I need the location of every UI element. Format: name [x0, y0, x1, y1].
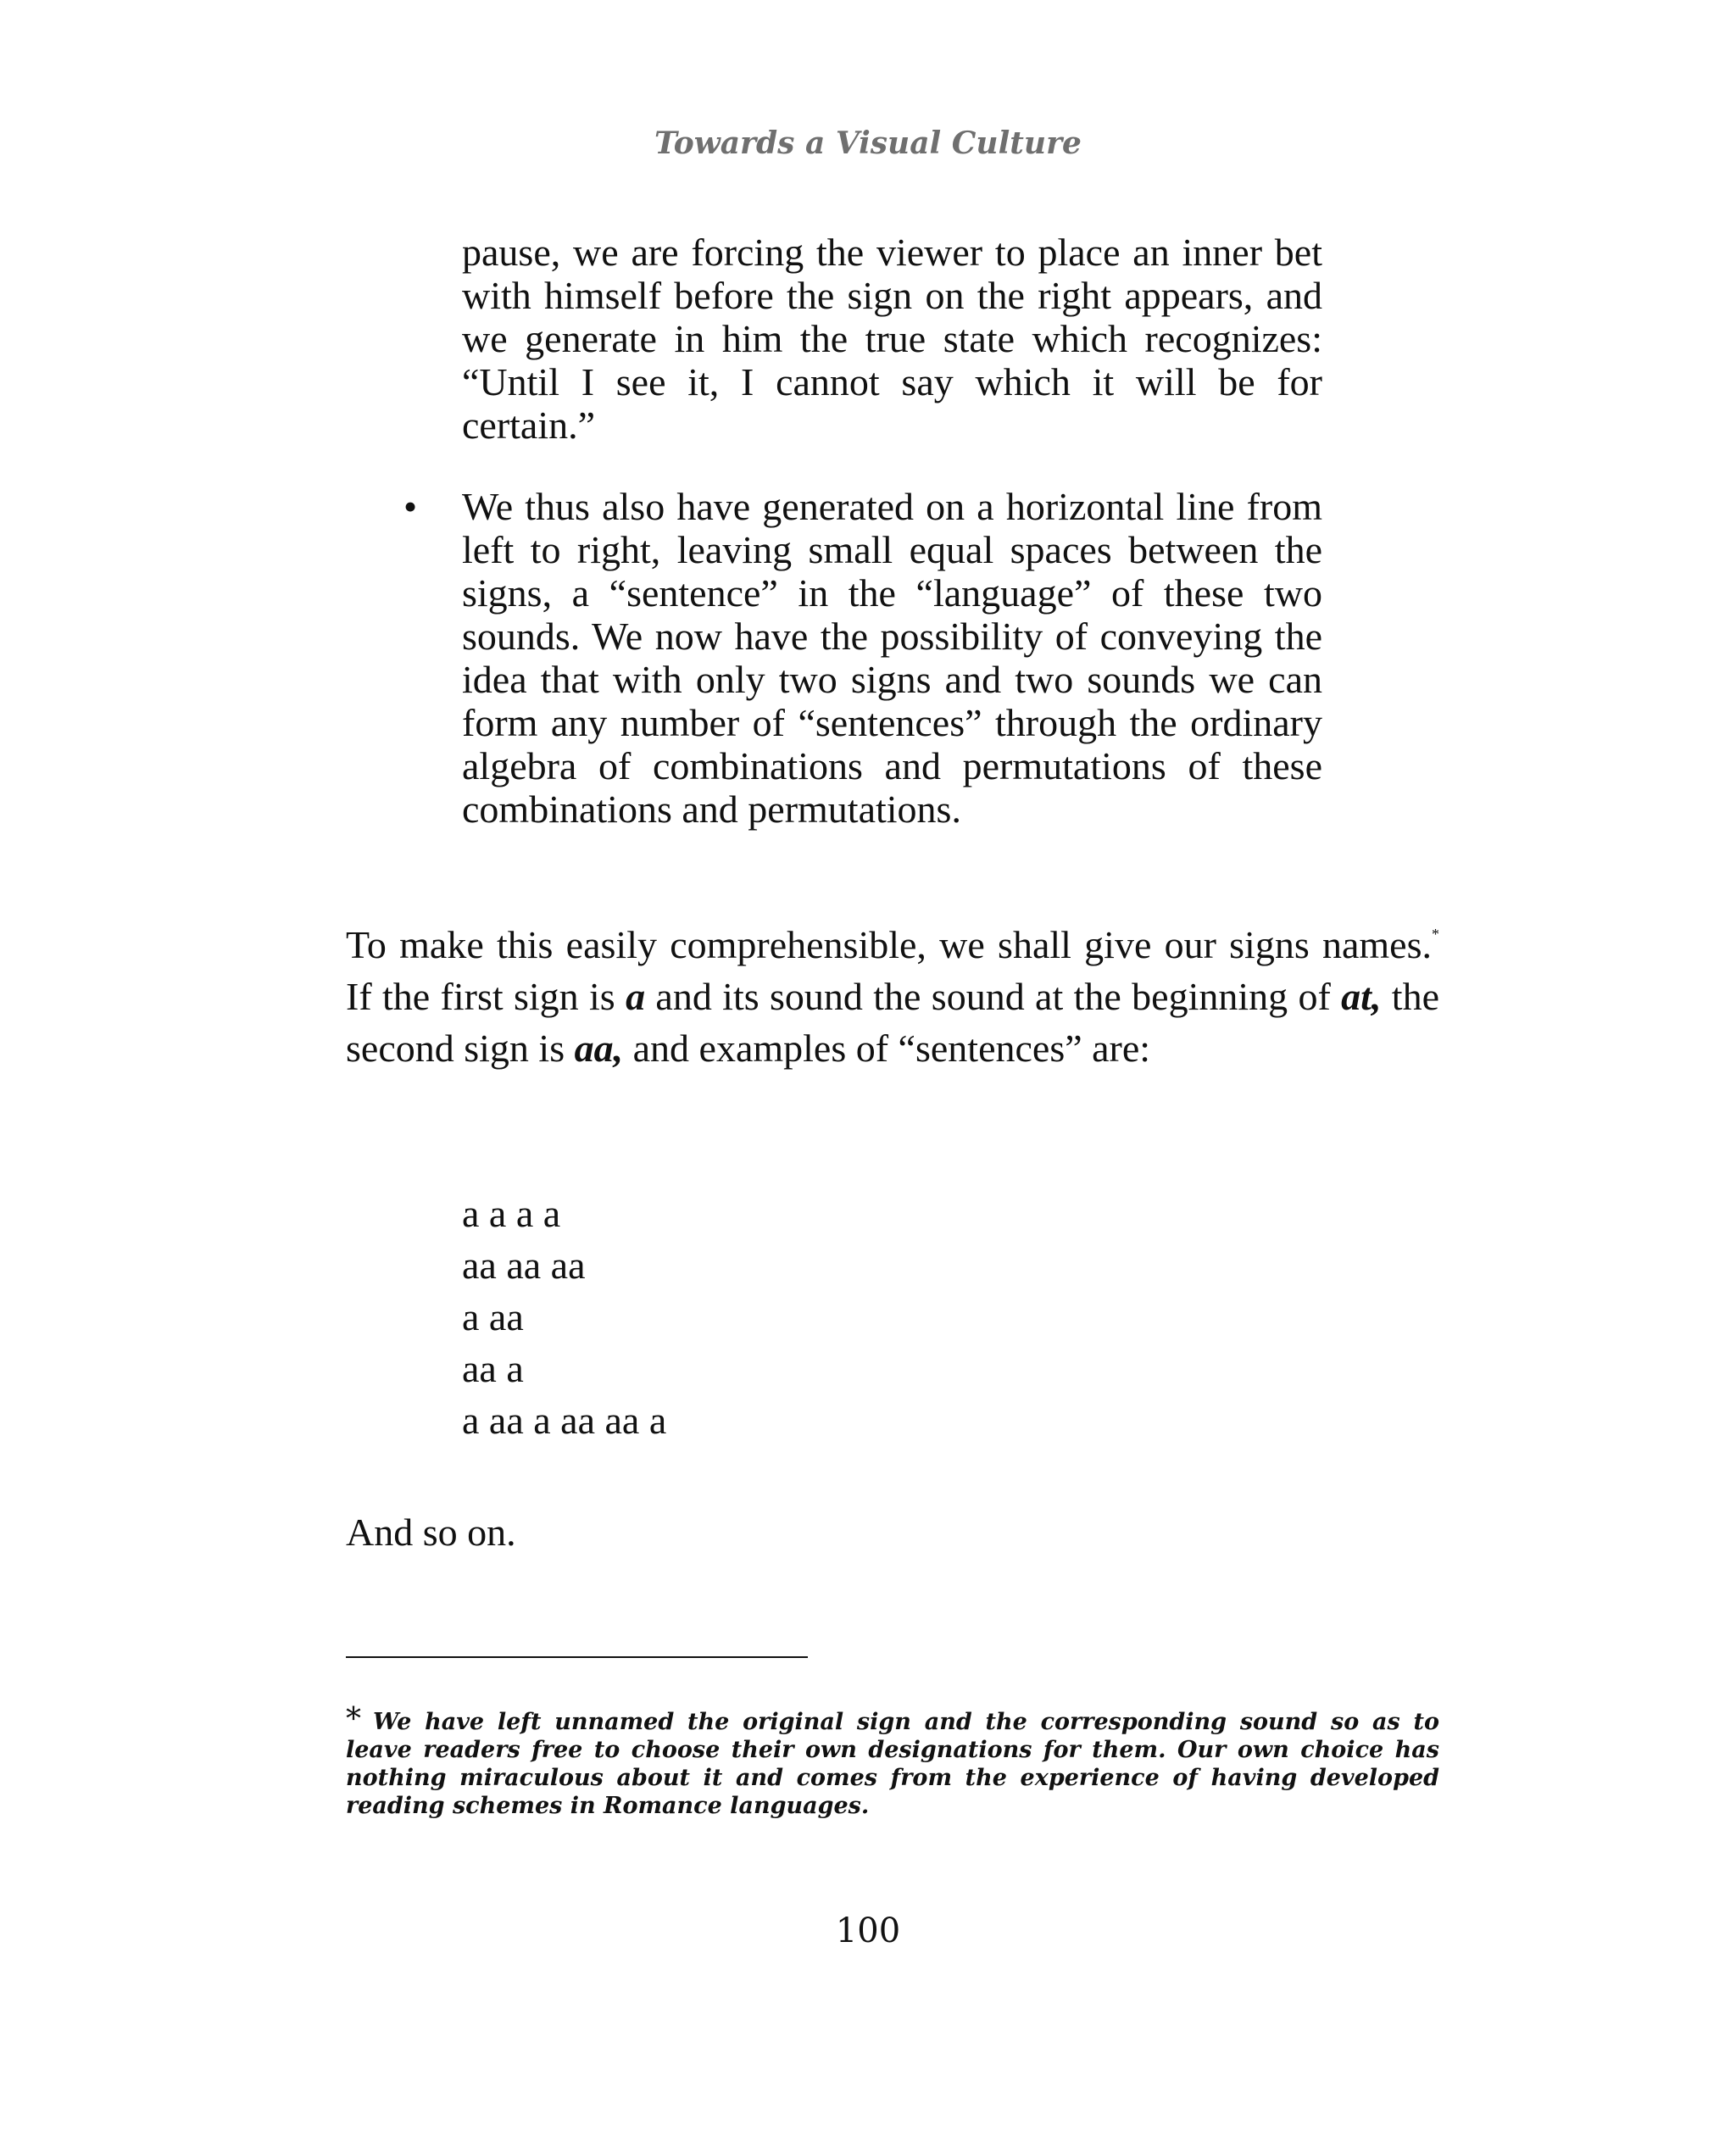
example-sentence: a aa a aa aa a — [462, 1399, 667, 1442]
footnote-text: We have left unnamed the original sign and the corresponding sound so as to leave readers free to choose their own designations for them. Our own choice has nothing miraculous about it and comes from the experience of having developed reading schemes in Romance languages. — [346, 1709, 1439, 1819]
sign-name-aa: aa, — [574, 1026, 624, 1070]
example-sentences-list — [462, 1188, 666, 1446]
main-paragraph-part5: and examples of “sentences” are: — [623, 1026, 1151, 1070]
bullet-item-text: We thus also have generated on a horizontal line from left to right, leaving small equal spaces between the signs, a “sentence” in the “language” of these two sounds. We now have the possibility of conveying the idea that with only two signs and two sounds we can form any number of “sentences” through the ordinary algebra of combinations and permutations of these combinations and permutations. — [462, 485, 1322, 831]
example-sentence: aa a — [462, 1347, 524, 1390]
main-paragraph-part3: and its sound the sound at the beginning of — [645, 975, 1342, 1018]
example-sentence: a aa — [462, 1295, 524, 1338]
page-number: 100 — [835, 1911, 901, 1950]
sound-word-at: at, — [1341, 975, 1382, 1018]
footnote-divider — [346, 1656, 808, 1658]
main-paragraph-part2: If the first sign is — [346, 975, 626, 1018]
example-sentence: a a a a — [462, 1192, 561, 1235]
main-paragraph — [346, 919, 1439, 1074]
footnote-marker: * — [346, 1702, 361, 1737]
example-sentence: aa aa aa — [462, 1243, 586, 1287]
bullet-marker: • — [403, 485, 418, 528]
continuation-paragraph: pause, we are forcing the viewer to place an inner bet with himself before the sign on the right appears, and we generate in him the true state which recognizes: “Until I see it, I cannot say which it will be for certain.” — [462, 231, 1322, 447]
main-paragraph-part1: To make this easily comprehensible, we shall give our signs names. — [346, 923, 1432, 966]
running-header: Towards a Visual Culture — [654, 125, 1082, 161]
closing-line: And so on. — [346, 1511, 516, 1554]
footnote — [346, 1702, 1439, 1820]
main-paragraph-part4: the second sign is — [346, 975, 1440, 1070]
sign-name-a: a — [626, 975, 646, 1018]
footnote-reference[interactable]: * — [1432, 926, 1439, 943]
